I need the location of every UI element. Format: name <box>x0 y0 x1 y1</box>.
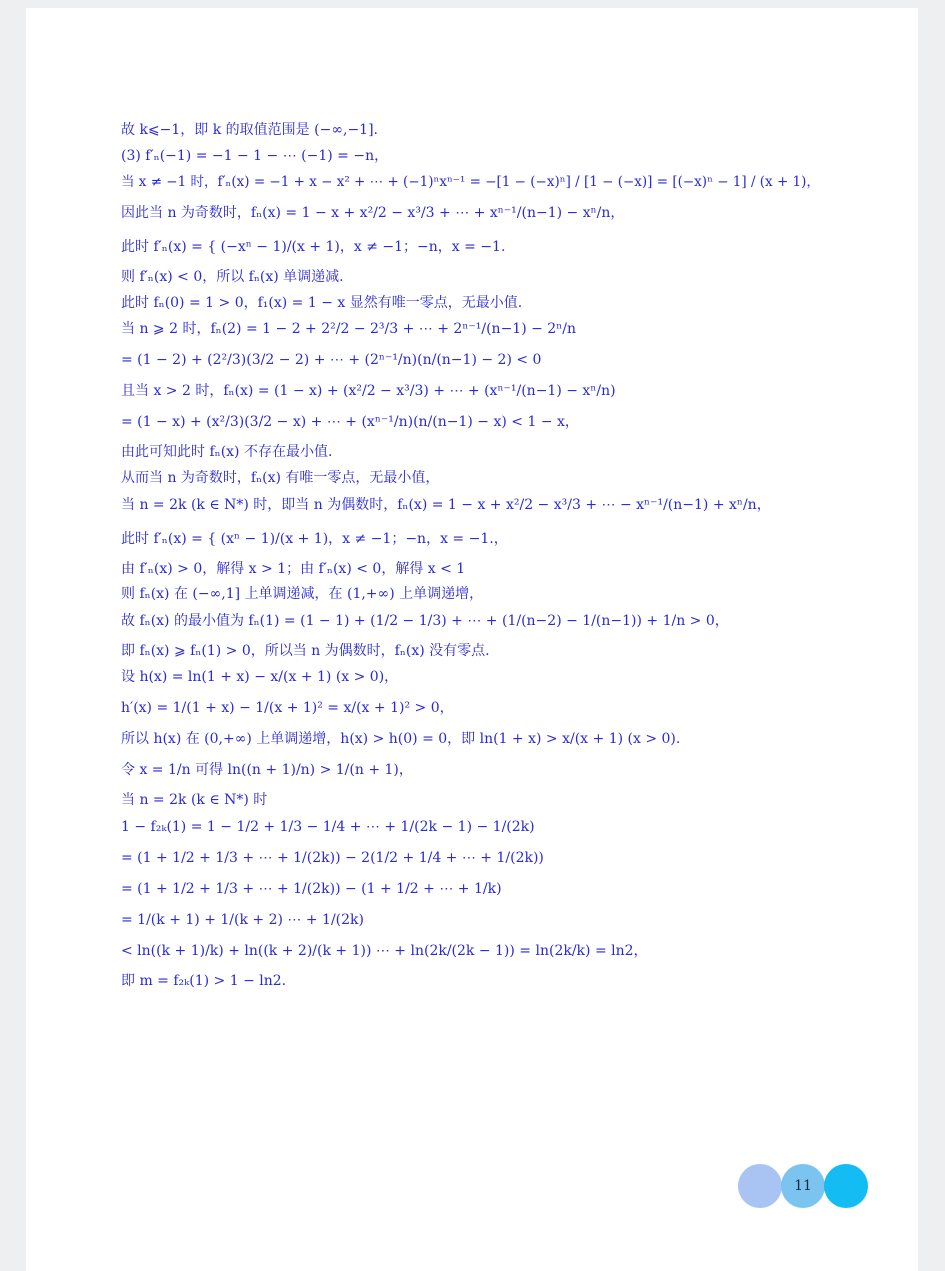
text-line: = (1 − 2) + (2²/3)(3/2 − 2) + ⋯ + (2ⁿ⁻¹/n)(n/(n−1) − 2) < 0 <box>121 352 542 369</box>
text-line: 则 fₙ(x) 在 (−∞,1] 上单调递减，在 (1,+∞) 上单调递增， <box>121 586 484 603</box>
solution-text <box>121 120 821 997</box>
text-line: 当 n = 2k (k ∈ N*) 时，即当 n 为偶数时，fₙ(x) = 1 − x + x²/2 − x³/3 + ⋯ − xⁿ⁻¹/(n−1) + xⁿ/n， <box>121 496 771 513</box>
text-line: 当 n ⩾ 2 时，fₙ(2) = 1 − 2 + 2²/2 − 2³/3 + ⋯ + 2ⁿ⁻¹/(n−1) − 2ⁿ/n <box>121 321 576 338</box>
text-line: 由 f′ₙ(x) > 0，解得 x > 1；由 f′ₙ(x) < 0，解得 x < 1 <box>121 560 466 577</box>
text-line: (3) f′ₙ(−1) = −1 − 1 − ⋯ (−1) = −n， <box>121 147 389 164</box>
page-number: 11 <box>781 1164 825 1208</box>
text-line: 设 h(x) = ln(1 + x) − x/(x + 1) (x > 0)， <box>121 669 399 686</box>
text-line: 即 m = f₂ₖ(1) > 1 − ln2. <box>121 972 287 989</box>
text-line: < ln((k + 1)/k) + ln((k + 2)/(k + 1)) ⋯ + ln(2k/(2k − 1)) = ln(2k/k) = ln2， <box>121 942 648 959</box>
document-page <box>26 8 918 1271</box>
text-line: 故 fₙ(x) 的最小值为 fₙ(1) = (1 − 1) + (1/2 − 1/3) + ⋯ + (1/(n−2) − 1/(n−1)) + 1/n > 0， <box>121 612 729 629</box>
text-line: 则 f′ₙ(x) < 0，所以 fₙ(x) 单调递减. <box>121 269 344 286</box>
text-line: 从而当 n 为奇数时，fₙ(x) 有唯一零点，无最小值， <box>121 469 440 486</box>
text-line: 故 k⩽−1，即 k 的取值范围是 (−∞,−1]. <box>121 122 378 138</box>
text-line: 由此可知此时 fₙ(x) 不存在最小值. <box>121 444 333 461</box>
decor-circle-left <box>738 1164 782 1208</box>
text-line: 当 n = 2k (k ∈ N*) 时 <box>121 792 268 809</box>
text-line: 此时 f′ₙ(x) = { (−xⁿ − 1)/(x + 1)，x ≠ −1；−n，x = −1. <box>121 239 506 256</box>
decor-circle-right <box>824 1164 868 1208</box>
text-line: 此时 fₙ(0) = 1 > 0，f₁(x) = 1 − x 显然有唯一零点，无最小值. <box>121 294 523 311</box>
text-line: 因此当 n 为奇数时，fₙ(x) = 1 − x + x²/2 − x³/3 + ⋯ + xⁿ⁻¹/(n−1) − xⁿ/n， <box>121 205 625 222</box>
text-line: = (1 + 1/2 + 1/3 + ⋯ + 1/(2k)) − (1 + 1/2 + ⋯ + 1/k) <box>121 880 502 897</box>
text-line: 当 x ≠ −1 时，f′ₙ(x) = −1 + x − x² + ⋯ + (−1)ⁿxⁿ⁻¹ = −[1 − (−x)ⁿ] / [1 − (−x)] = [(−x)ⁿ − 1] / (x + 1)， <box>121 174 820 191</box>
text-line: 令 x = 1/n 可得 ln((n + 1)/n) > 1/(n + 1)， <box>121 762 413 779</box>
text-line: 所以 h(x) 在 (0,+∞) 上单调递增，h(x) > h(0) = 0，即 ln(1 + x) > x/(x + 1) (x > 0). <box>121 731 681 748</box>
text-line: 且当 x > 2 时，fₙ(x) = (1 − x) + (x²/2 − x³/3) + ⋯ + (xⁿ⁻¹/(n−1) − xⁿ/n) <box>121 383 616 400</box>
text-line: = (1 + 1/2 + 1/3 + ⋯ + 1/(2k)) − 2(1/2 + 1/4 + ⋯ + 1/(2k)) <box>121 849 544 866</box>
text-line: h′(x) = 1/(1 + x) − 1/(x + 1)² = x/(x + 1)² > 0， <box>121 700 454 717</box>
text-line: 即 fₙ(x) ⩾ fₙ(1) > 0，所以当 n 为偶数时，fₙ(x) 没有零点. <box>121 642 490 659</box>
text-line: 此时 f′ₙ(x) = { (xⁿ − 1)/(x + 1)，x ≠ −1；−n，x = −1.， <box>121 530 508 547</box>
page-number-badge <box>738 1164 868 1208</box>
text-line: = 1/(k + 1) + 1/(k + 2) ⋯ + 1/(2k) <box>121 911 364 928</box>
text-line: = (1 − x) + (x²/3)(3/2 − x) + ⋯ + (xⁿ⁻¹/n)(n/(n−1) − x) < 1 − x， <box>121 414 579 431</box>
text-line: 1 − f₂ₖ(1) = 1 − 1/2 + 1/3 − 1/4 + ⋯ + 1/(2k − 1) − 1/(2k) <box>121 818 535 835</box>
